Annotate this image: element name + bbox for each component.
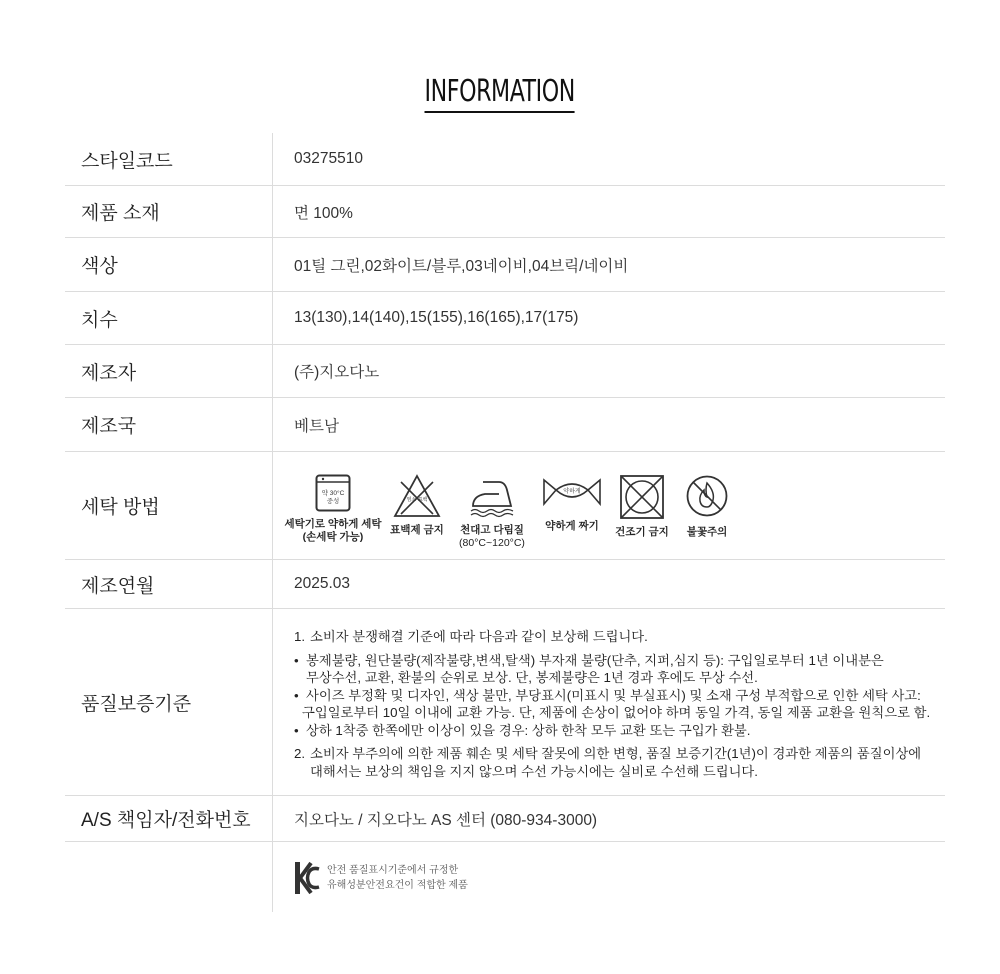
bullet-dot: • <box>294 652 299 668</box>
care-item-wash <box>284 474 382 544</box>
bullet-dot: • <box>294 687 299 703</box>
row-size <box>65 292 945 345</box>
value-quality <box>273 609 945 795</box>
label-material: 제품 소재 <box>65 186 273 237</box>
quality-item-2 <box>294 745 930 780</box>
bleach-inner-text: 염소·표백 <box>406 497 428 503</box>
wring-inner-text: 약하게 <box>563 489 581 495</box>
care-item-fire <box>672 474 742 539</box>
quality-bullet-2 <box>294 687 930 722</box>
fire-caption: 불꽃주의 <box>686 526 728 538</box>
label-washing: 세탁 방법 <box>65 452 273 559</box>
quality-item-2-number: 2. <box>294 746 306 761</box>
no-bleach-icon <box>393 474 441 518</box>
care-item-bleach <box>382 474 452 537</box>
row-material <box>65 186 945 238</box>
row-color <box>65 238 945 292</box>
value-as: 지오다노 / 지오다노 AS 센터 (080-934-3000) <box>294 811 598 829</box>
page-title <box>0 74 1000 113</box>
bullet-dot: • <box>294 722 299 738</box>
dryer-caption: 건조기 금지 <box>615 526 669 538</box>
quality-item-1-number: 1. <box>294 629 306 644</box>
label-as: A/S 책임자/전화번호 <box>65 796 273 841</box>
value-washing <box>273 452 945 559</box>
quality-item-1-text: 소비자 분쟁해결 기준에 따라 다음과 같이 보상해 드립니다. <box>310 629 648 644</box>
wring-caption: 약하게 짜기 <box>545 520 599 532</box>
quality-bullet-2-line-2: 구입일로부터 10일 이내에 교환 가능. 단, 제품에 손상이 없어야 하며 동일 가격, 동일 제품 교환을 원칙으로 함. <box>302 705 931 720</box>
fire-caution-icon <box>685 474 729 518</box>
row-washing <box>65 452 945 560</box>
label-country: 제조국 <box>65 398 273 451</box>
kc-line-1: 안전 품질표시기준에서 규정한 <box>327 865 459 876</box>
row-style-code <box>65 133 945 186</box>
label-manufacture-date: 제조연월 <box>65 560 273 608</box>
care-item-iron <box>452 474 532 550</box>
row-kc <box>65 842 945 912</box>
kc-certification <box>294 858 468 896</box>
row-quality <box>65 609 945 796</box>
quality-bullet-3 <box>294 722 930 740</box>
wash-caption-2: (손세탁 가능) <box>302 531 364 543</box>
quality-text <box>294 624 930 780</box>
kc-line-2: 유해성분안전요건이 적합한 제품 <box>327 880 468 891</box>
label-kc-empty <box>65 842 273 912</box>
quality-bullet-1 <box>294 652 930 687</box>
row-as <box>65 796 945 842</box>
no-tumble-dry-icon <box>619 474 665 520</box>
value-manufacture-date: 2025.03 <box>294 575 351 592</box>
care-item-dryer <box>607 474 677 539</box>
quality-item-2-line-2: 대해서는 보상의 책임을 지지 않으며 수선 가능시에는 실비로 수선해 드립니다. <box>310 763 758 779</box>
quality-bullet-1-line-2: 무상수선, 교환, 환불의 순위로 보상. 단, 봉제불량은 1년 경과 후에도 무상 수선. <box>306 670 758 685</box>
product-info-table <box>65 133 945 912</box>
row-country <box>65 398 945 452</box>
wash-caption-1: 세탁기로 약하게 세탁 <box>284 518 382 530</box>
iron-caption-2: (80°C~120°C) <box>459 537 525 549</box>
hand-wash-30-icon <box>315 474 351 512</box>
value-country: 베트남 <box>294 417 339 435</box>
wash-detergent-text: 중성 <box>326 498 340 505</box>
quality-item-2-line-1: 소비자 부주의에 의한 제품 훼손 및 세탁 잘못에 의한 변형, 품질 보증기간(1년)이 경과한 제품의 품질이상에 <box>310 746 922 761</box>
quality-item-1 <box>294 628 930 646</box>
iron-caption-1: 천대고 다림질 <box>460 524 524 536</box>
wring-gently-icon <box>542 474 602 510</box>
iron-cloth-icon <box>469 474 515 518</box>
quality-bullet-1-line-1: 봉제불량, 원단불량(제작불량,변색,탈색) 부자재 불량(단추, 지퍼,심지 등): 구입일로부터 1년 이내분은 <box>306 652 884 668</box>
information-heading: INFORMATION <box>425 74 575 113</box>
kc-mark-icon <box>294 860 320 896</box>
value-manufacturer: (주)지오다노 <box>294 364 380 381</box>
label-color: 색상 <box>65 238 273 291</box>
value-size: 13(130),14(140),15(155),16(165),17(175) <box>294 309 579 326</box>
care-icons <box>284 452 742 560</box>
row-manufacturer <box>65 345 945 398</box>
care-item-wring <box>532 474 612 533</box>
quality-bullet-3-text: 상하 1착중 한쪽에만 이상이 있을 경우: 상하 한착 모두 교환 또는 구입가 환불. <box>306 722 751 738</box>
label-quality: 품질보증기준 <box>65 609 273 795</box>
wash-temp-text: 약 30°C <box>321 490 345 497</box>
bleach-caption: 표백제 금지 <box>390 524 444 536</box>
label-size: 치수 <box>65 292 273 344</box>
quality-bullet-2-line-1: 사이즈 부정확 및 디자인, 색상 불만, 부당표시(미표시 및 부실표시) 및 소재 구성 부적합으로 인한 세탁 사고: <box>306 687 921 703</box>
value-style-code: 03275510 <box>294 150 363 167</box>
label-manufacturer: 제조자 <box>65 345 273 397</box>
row-manufacture-date <box>65 560 945 609</box>
value-material: 면 100% <box>294 204 353 222</box>
value-color: 01틸 그린,02화이트/블루,03네이비,04브릭/네이비 <box>294 257 629 275</box>
value-kc <box>273 842 945 912</box>
label-style-code: 스타일코드 <box>65 133 273 185</box>
